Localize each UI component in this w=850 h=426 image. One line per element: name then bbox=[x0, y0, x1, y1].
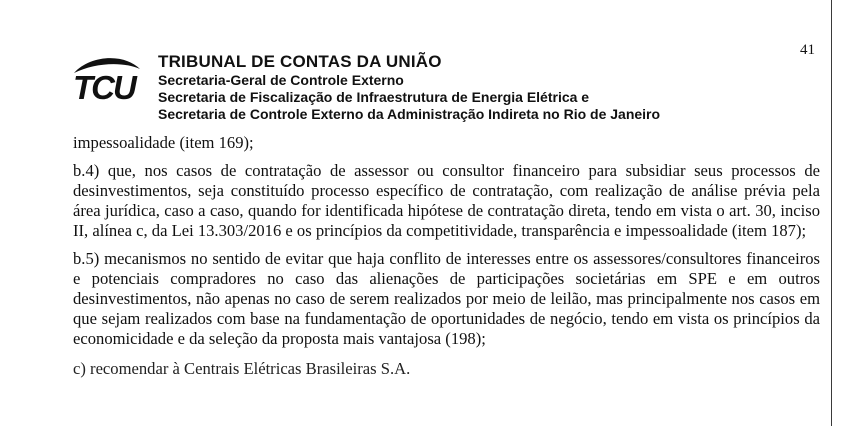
tcu-logo-text: TCU bbox=[73, 69, 135, 105]
institution-title: TRIBUNAL DE CONTAS DA UNIÃO bbox=[158, 52, 442, 71]
paragraph-b5: b.5) mecanismos no sentido de evitar que haja conflito de interesses entre os assessores/consultores financeiros e potenciais compradores no caso das alienações de participações societárias em SPE e em outros desinvestimentos, não apenas no caso de serem realizados por meio de leilão, mas principalmente nos casos em que sejam realizados com base na fundamentação de oportunidades de negócio, tendo em vista os princípios da economicidade e da seleção da proposta mais vantajosa (198); bbox=[73, 249, 820, 348]
department-line-3: Secretaria de Controle Externo da Administração Indireta no Rio de Janeiro bbox=[158, 106, 661, 122]
department-line-2: Secretaria de Fiscalização de Infraestrutura de Energia Elétrica e bbox=[158, 89, 590, 105]
page-number: 41 bbox=[800, 42, 815, 58]
letterhead bbox=[158, 52, 660, 123]
paragraph-continuation: impessoalidade (item 169); bbox=[73, 133, 254, 152]
page-edge bbox=[831, 0, 832, 426]
document-body bbox=[73, 133, 820, 379]
department-line-1: Secretaria-Geral de Controle Externo bbox=[158, 72, 404, 88]
paragraph-c-partial: c) recomendar à Centrais Elétricas Brasileiras S.A. bbox=[73, 359, 411, 378]
paragraph-b4: b.4) que, nos casos de contratação de assessor ou consultor financeiro para subsidiar seus processos de desinvestimentos, seja constituído processo específico de contratação, com realização de análise prévia pela área jurídica, caso a caso, quando for identificada hipótese de contratação direta, tendo em vista o art. 30, inciso II, alínea c, da Lei 13.303/2016 e os princípios da competitividade, transparência e impessoalidade (item 187); bbox=[73, 161, 820, 240]
tcu-logo bbox=[70, 53, 142, 105]
